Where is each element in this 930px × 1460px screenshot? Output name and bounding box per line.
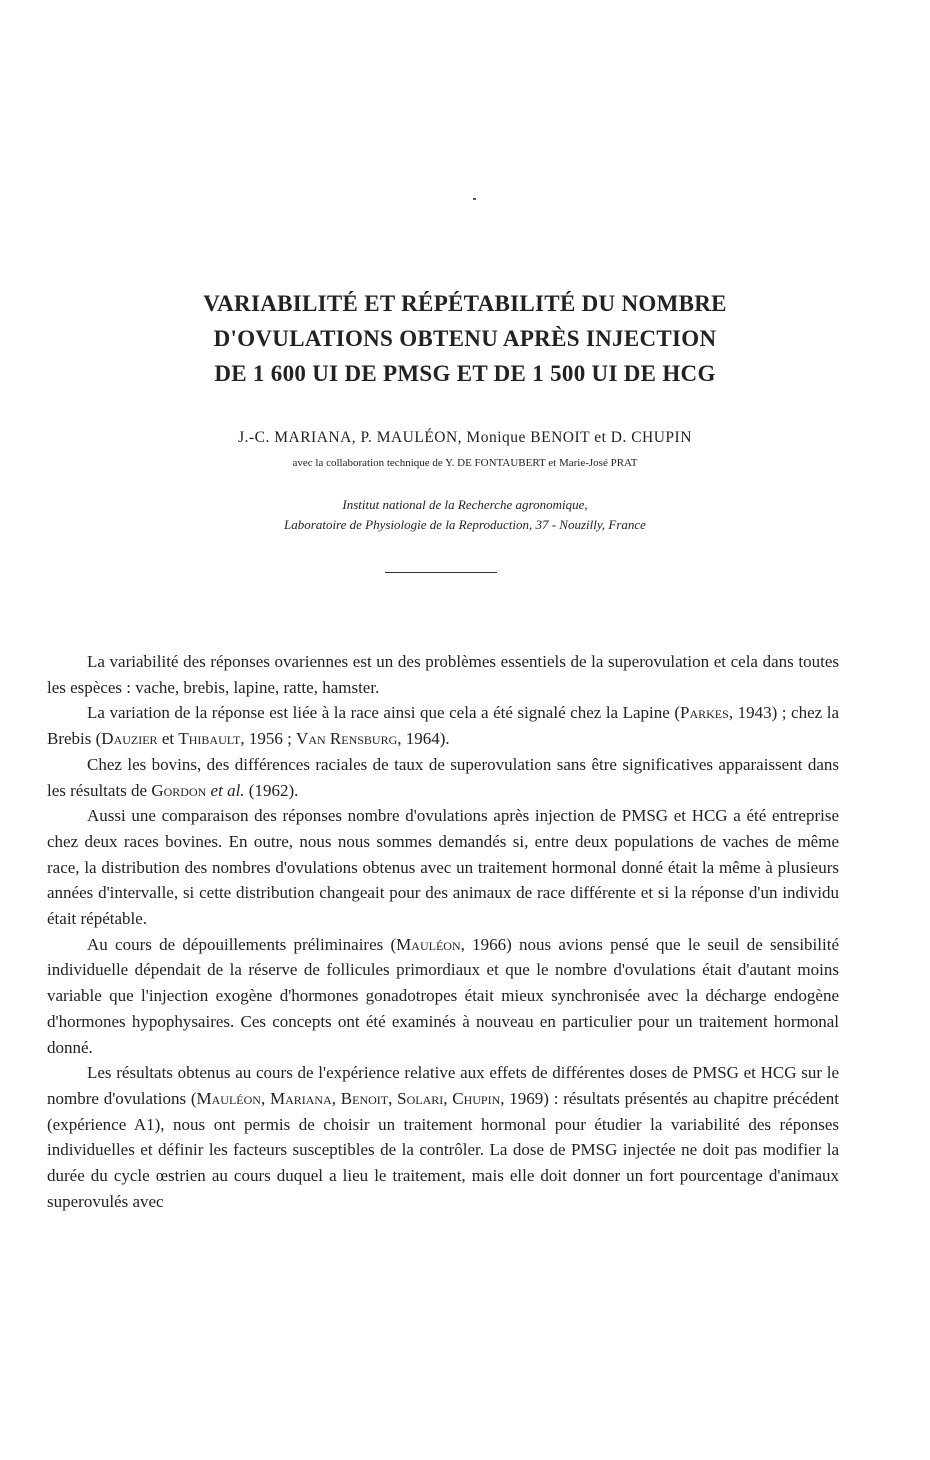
- title-line: VARIABILITÉ ET RÉPÉTABILITÉ DU NOMBRE: [203, 291, 727, 316]
- title-line: DE 1 600 UI DE PMSG ET DE 1 500 UI DE HCG: [214, 361, 716, 386]
- body-paragraph: [47, 700, 839, 751]
- affiliation-line: Institut national de la Recherche agronomique,: [342, 497, 588, 512]
- citation-author: Chupin: [452, 1088, 501, 1108]
- title-line: D'OVULATIONS OBTENU APRÈS INJECTION: [213, 326, 717, 351]
- citation-etal: et al.: [210, 780, 245, 800]
- citation-author: Van Rensburg: [296, 729, 398, 749]
- paragraph-text: , 1966) nous avions pensé que le seuil de sensibilité individuelle dépendait de la réserve de follicules primordiaux et que le nombre d'ovulations était d'autant moins variable que l'injection exogène d'hormones gonadotropes était mieux synchronisée avec la décharge endogène d'hormones hypophysaires. Ces concepts ont été examinés à nouveau en particulier pour un traitement hormonal donné.: [47, 934, 839, 1057]
- article-title: [60, 286, 870, 391]
- citation-author: Dauzier: [101, 729, 158, 749]
- author-list: J.-C. MARIANA, P. MAULÉON, Monique BENOIT et D. CHUPIN: [238, 429, 692, 446]
- citation-author: Gordon: [151, 780, 207, 800]
- citation-author: Solari: [397, 1088, 444, 1108]
- paragraph-text: La variabilité des réponses ovariennes est un des problèmes essentiels de la superovulation et cela dans toutes les espèces : vache, brebis, lapine, ratte, hamster.: [47, 652, 839, 697]
- body-paragraph: [47, 932, 839, 1061]
- citation-author: Benoit: [340, 1088, 389, 1108]
- stray-mark: [473, 198, 476, 200]
- affiliation: [60, 495, 870, 535]
- body-paragraph: [47, 752, 839, 803]
- paragraph-text: , 1956 ;: [240, 729, 297, 749]
- article-body: [47, 649, 839, 1214]
- citation-author: Mauléon: [196, 1088, 261, 1108]
- paragraph-text: ,: [388, 1088, 398, 1108]
- paragraph-text: , 1964).: [397, 729, 450, 749]
- paragraph-text: Aussi une comparaison des réponses nombre d'ovulations après injection de PMSG et HCG a été entreprise chez deux races bovines. En outre, nous nous sommes demandés si, entre deux populations de vaches de même race, la distribution des nombres d'ovulations obtenus avec un traitement hormonal donné était la même à plusieurs années d'intervalle, si cette distribution changeait pour des animaux de race différente et si la réponse d'un individu était répétable.: [47, 806, 839, 929]
- paragraph-text: et: [157, 729, 179, 749]
- body-paragraph: [47, 649, 839, 700]
- paragraph-text: , 1969) : résultats présentés au chapitre précédent (expérience A1), nous ont permis de choisir un traitement hormonal pour étudier la variabilité des réponses individuelles et définir les facteurs susceptibles de la contrôler. La dose de PMSG injectée ne doit pas modifier la durée du cycle œstrien au cours duquel a lieu le traitement, mais elle doit donner un fort pourcentage d'animaux superovulés avec: [47, 1088, 840, 1211]
- citation-author: Thibault: [178, 729, 241, 749]
- paragraph-text: Chez les bovins, des différences raciales de taux de superovulation sans être significatives apparaissent dans les résultats de: [47, 754, 839, 800]
- body-paragraph: [47, 1060, 839, 1214]
- technical-collaboration: avec la collaboration technique de Y. DE FONTAUBERT et Marie-José PRAT: [292, 457, 638, 469]
- paragraph-text: (1962).: [244, 780, 299, 800]
- paragraph-text: ,: [260, 1088, 270, 1108]
- citation-author: Mauléon: [396, 934, 461, 954]
- paragraph-text: , 1943) ; chez la Brebis (: [47, 703, 839, 749]
- paragraph-text: La variation de la réponse est liée à la race ainsi que cela a été signalé chez la Lapine (: [87, 703, 681, 723]
- citation-author: Parkes: [680, 703, 729, 723]
- paragraph-text: Au cours de dépouillements préliminaires (: [87, 934, 397, 954]
- affiliation-line: Laboratoire de Physiologie de la Reproduction, 37 - Nouzilly, France: [284, 517, 646, 532]
- paragraph-text: Les résultats obtenus au cours de l'expérience relative aux effets de différentes doses de PMSG et HCG sur le nombre d'ovulations (: [47, 1063, 839, 1108]
- citation-author: Mariana: [269, 1088, 332, 1108]
- paragraph-text: ,: [331, 1088, 341, 1108]
- paragraph-text: ,: [443, 1088, 453, 1108]
- separator-rule: [385, 572, 497, 573]
- body-paragraph: [47, 803, 839, 932]
